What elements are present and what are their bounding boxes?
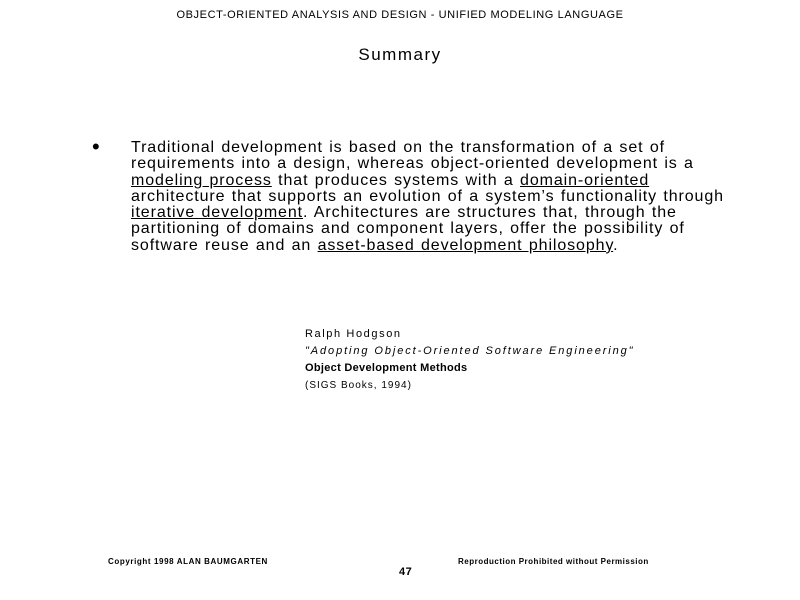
footer-notice: Reproduction Prohibited without Permission	[458, 557, 649, 566]
summary-paragraph	[131, 140, 731, 254]
running-header: OBJECT-ORIENTED ANALYSIS AND DESIGN - UNIFIED MODELING LANGUAGE	[176, 9, 624, 21]
footer-copyright: Copyright 1998 ALAN BAUMGARTEN	[108, 557, 268, 566]
citation-book-title: Object Development Methods	[305, 362, 468, 374]
slide-title: Summary	[358, 45, 442, 64]
paragraph-text: that produces systems with a	[271, 171, 521, 189]
paragraph-text: Traditional development is based on the transformation of a set of requirements into a design, whereas object-oriented development is a	[131, 139, 694, 173]
bullet-icon: •	[92, 134, 100, 159]
page-number: 47	[399, 566, 413, 578]
underlined-term-domain-oriented: domain-oriented	[520, 171, 650, 189]
citation-block	[305, 326, 725, 394]
citation-article-title: "Adopting Object-Oriented Software Engineering"	[305, 345, 635, 357]
paragraph-text: . Architectures are structures that, through the partitioning of domains and component layers, offer the possibility of software reuse and an	[131, 204, 685, 254]
paragraph-text: .	[613, 236, 619, 254]
underlined-term-iterative-development: iterative development	[131, 204, 303, 222]
citation-publisher: (SIGS Books, 1994)	[305, 380, 412, 391]
underlined-term-asset-based-development: asset-based development philosophy	[317, 236, 614, 254]
citation-author: Ralph Hodgson	[305, 328, 402, 340]
paragraph-text: architecture that supports an evolution of a system’s functionality through	[131, 187, 724, 205]
underlined-term-modeling-process: modeling process	[131, 171, 272, 189]
